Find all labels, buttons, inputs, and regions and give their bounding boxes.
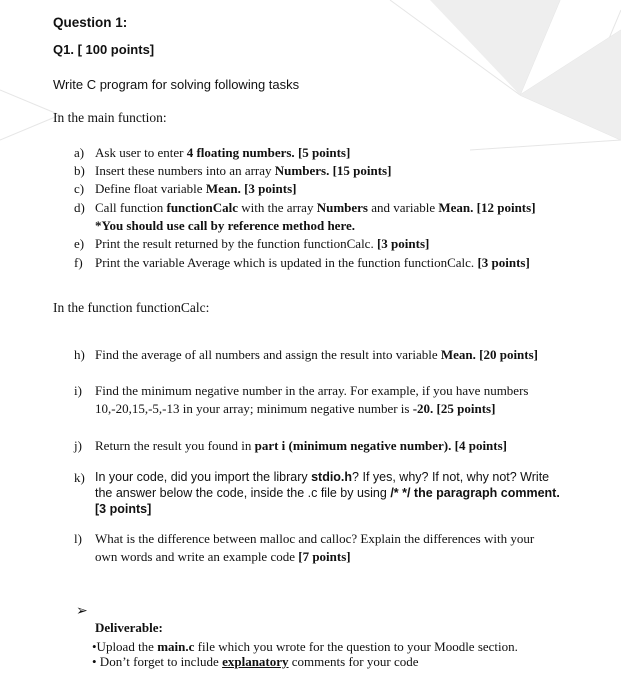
- item-label: k): [74, 470, 85, 485]
- intro-text: Write C program for solving following tasks: [53, 77, 300, 92]
- arrow-bullet-icon: ➢: [76, 604, 88, 619]
- item-text: Ask user to enter 4 floating numbers. [5 points]: [95, 145, 351, 160]
- function-section-heading: In the function functionCalc:: [53, 300, 210, 315]
- item-text-line3: [3 points]: [95, 502, 152, 516]
- item-label: j): [74, 438, 82, 453]
- item-text: Return the result you found in part i (minimum negative number). [4 points]: [95, 438, 508, 453]
- item-label: i): [74, 383, 82, 398]
- item-label: h): [74, 347, 85, 362]
- item-text: Define float variable Mean. [3 points]: [95, 181, 297, 196]
- item-text: Call function functionCalc with the array Numbers and variable Mean. [12 points]: [95, 200, 536, 215]
- item-label: a): [74, 145, 85, 160]
- main-section-heading: In the main function:: [53, 110, 167, 125]
- deliverable-bullet-1: •Upload the main.c file which you wrote for the question to your Moodle section.: [92, 639, 518, 654]
- item-label: d): [74, 200, 85, 215]
- item-text-line1: In your code, did you import the library stdio.h? If yes, why? If not, why not? Write: [95, 470, 550, 484]
- question-heading: Question 1:: [53, 15, 128, 30]
- item-text-line1: What is the difference between malloc and calloc? Explain the differences with your: [95, 531, 535, 546]
- item-text-line1: Find the minimum negative number in the array. For example, if you have numbers: [95, 383, 529, 398]
- deliverable-title: Deliverable:: [95, 620, 163, 635]
- item-text: Find the average of all numbers and assign the result into variable Mean. [20 points]: [95, 347, 539, 362]
- item-label: c): [74, 181, 85, 196]
- item-label: b): [74, 163, 85, 178]
- item-text: Insert these numbers into an array Numbers. [15 points]: [95, 163, 392, 178]
- item-text-line2: the answer below the code, inside the .c file by using /* */ the paragraph comment.: [95, 486, 560, 500]
- item-text: Print the result returned by the function functionCalc. [3 points]: [95, 236, 430, 251]
- deliverable-bullet-2: • Don’t forget to include explanatory comments for your code: [92, 654, 419, 669]
- item-text-line2: own words and write an example code [7 points]: [95, 549, 351, 564]
- question-points: Q1. [ 100 points]: [53, 42, 155, 57]
- item-label: f): [74, 255, 83, 270]
- item-label: l): [74, 531, 82, 546]
- item-text: Print the variable Average which is updated in the function functionCalc. [3 points]: [95, 255, 530, 270]
- item-label: e): [74, 236, 85, 251]
- item-text-line2: 10,-20,15,-5,-13 in your array; minimum negative number is -20. [25 points]: [95, 401, 496, 416]
- item-note: *You should use call by reference method here.: [95, 218, 355, 233]
